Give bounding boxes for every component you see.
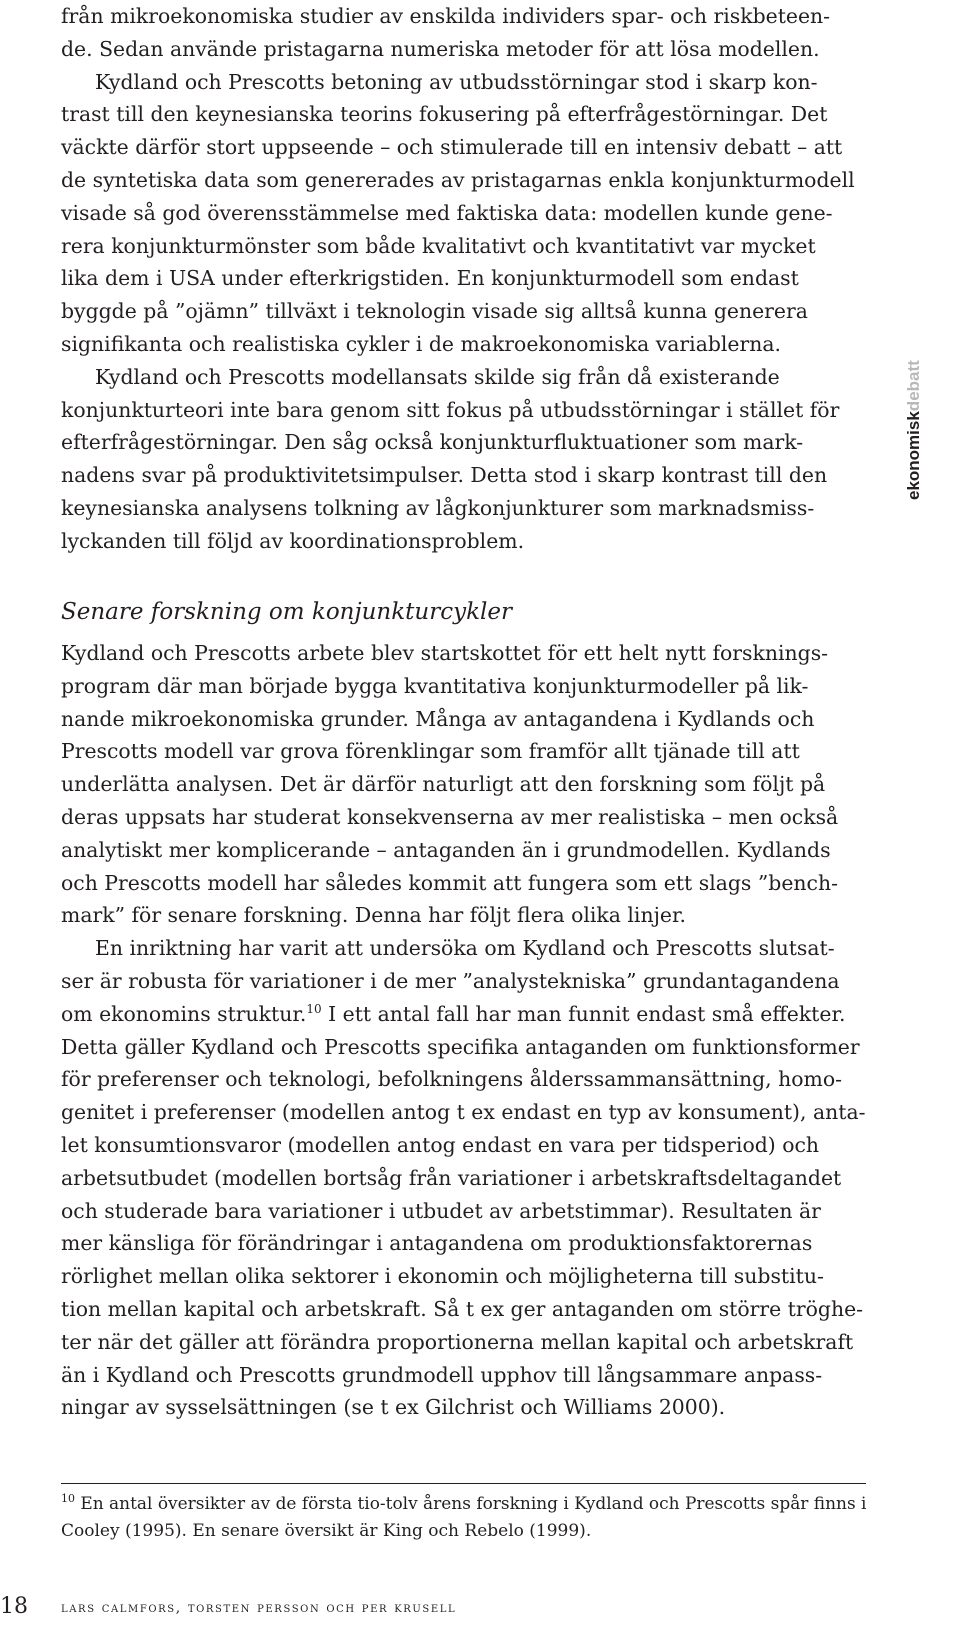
journal-name-part2: debatt (904, 360, 923, 412)
body-line: ningar av sysselsättningen (se t ex Gilchrist och Williams 2000). (61, 1395, 726, 1420)
body-line: tion mellan kapital och arbetskraft. Så t ex ger antaganden om större tröghe- (61, 1296, 864, 1321)
body-line: än i Kydland och Prescotts grundmodell upphov till långsammare anpass- (61, 1362, 823, 1387)
footnote-line: Cooley (1995). En senare översikt är King och Rebelo (1999). (61, 1521, 592, 1541)
body-line: lyckanden till följd av koordinationsproblem. (61, 528, 525, 553)
body-line: signifikanta och realistiska cykler i de makroekonomiska variablerna. (61, 331, 782, 356)
body-line: och Prescotts modell har således kommit att fungera som ett slags ”bench- (61, 870, 838, 895)
body-line: för preferenser och teknologi, befolkningens ålderssammansättning, homo- (61, 1067, 843, 1092)
body-line: och studerade bara variationer i utbudet av arbetstimmar). Resultaten är (61, 1198, 821, 1223)
body-line: de syntetiska data som genererades av pristagarnas enkla konjunkturmodell (61, 167, 855, 192)
body-line: deras uppsats har studerat konsekvenserna av mer realistiska – men också (61, 804, 839, 829)
body-line: genitet i preferenser (modellen antog t ex endast en typ av konsument), anta- (61, 1100, 866, 1125)
body-line: arbetsutbudet (modellen bortsåg från variationer i arbetskraftsdeltagandet (61, 1165, 842, 1190)
body-line: från mikroekonomiska studier av enskilda individers spar- och riskbeteen- (61, 4, 831, 28)
body-line: Kydland och Prescotts arbete blev startskottet för ett helt nytt forsknings- (61, 641, 829, 665)
body-line: En inriktning har varit att undersöka om Kydland och Prescotts slutsat- (95, 936, 835, 961)
body-line: konjunkturteori inte bara genom sitt fokus på utbudsstörningar i stället för (61, 397, 840, 422)
body-line: efterfrågestörningar. Den såg också konjunkturfluktuationer som mark- (61, 430, 804, 455)
body-line: lika dem i USA under efterkrigstiden. En konjunkturmodell som endast (61, 266, 799, 291)
page-number: 18 (0, 1594, 28, 1619)
body-line: rera konjunkturmönster som både kvalitativt och kvantitativt var mycket (61, 233, 816, 258)
body-line: trast till den keynesianska teorins fokusering på efterfrågestörningar. Det (61, 102, 828, 127)
journal-sidebar-label (897, 360, 927, 500)
body-line: underlätta analysen. Det är därför naturligt att den forskning som följt på (61, 772, 826, 797)
body-line: väckte därför stort uppseende – och stimulerade till en intensiv debatt – att (61, 135, 843, 160)
body-line: nande mikroekonomiska grunder. Många av antagandena i Kydlands och (61, 706, 815, 731)
footnote-line (61, 1491, 865, 1518)
body-line: de. Sedan använde pristagarna numeriska metoder för att lösa modellen. (61, 36, 820, 61)
section-heading: Senare forskning om konjunkturcykler (61, 599, 513, 625)
body-line: Kydland och Prescotts betoning av utbudsstörningar stod i skarp kon- (95, 69, 818, 94)
journal-name-part1: ekonomisk (904, 411, 923, 500)
line-start: om ekonomins struktur. (61, 1001, 307, 1026)
body-line: analytiskt mer komplicerande – antaganden än i grundmodellen. Kydlands (61, 837, 831, 862)
body-line: keynesianska analysens tolkning av lågkonjunkturer som marknadsmiss- (61, 495, 815, 520)
line-end: I ett antal fall har man funnit endast små effekter. (321, 1001, 846, 1026)
body-line: program där man började bygga kvantitativa konjunkturmodeller på lik- (61, 673, 809, 698)
body-line: ser är robusta för variationer i de mer ”analystekniska” grundantagandena (61, 968, 840, 993)
body-line: ter när det gäller att förändra proportionerna mellan kapital och arbetskraft (61, 1329, 854, 1354)
body-text (61, 0, 867, 558)
body-line: let konsumtionsvaror (modellen antog endast en vara per tidsperiod) och (61, 1132, 820, 1157)
body-line: Kydland och Prescotts modellansats skilde sig från då existerande (95, 364, 780, 389)
section-text (61, 637, 867, 1424)
body-line: nadens svar på produktivitetsimpulser. Detta stod i skarp kontrast till den (61, 463, 828, 488)
body-line: visade så god överensstämmelse med faktiska data: modellen kunde gene- (61, 200, 833, 225)
body-line: byggde på ”ojämn” tillväxt i teknologin visade sig alltså kunna generera (61, 299, 808, 324)
footnote-reference[interactable]: 10 (306, 1001, 322, 1016)
footnote-number: 10 (61, 1492, 75, 1505)
footnote (61, 1491, 867, 1545)
body-line: rörlighet mellan olika sektorer i ekonomin och möjligheterna till substitu- (61, 1264, 824, 1289)
footnote-divider (61, 1483, 866, 1484)
body-line: mer känsliga för förändringar i antagandena om produktionsfaktorernas (61, 1231, 813, 1256)
body-line (61, 998, 867, 1031)
body-line: Prescotts modell var grova förenklingar som framför allt tjänade till att (61, 739, 800, 764)
footnote-text: En antal översikter av de första tio-tolv årens forskning i Kydland och Prescotts spår finns i (74, 1494, 867, 1514)
running-footer-authors: lars calmfors, torsten persson och per krusell (61, 1600, 457, 1616)
body-line: mark” för senare forskning. Denna har följt flera olika linjer. (61, 903, 686, 928)
body-line: Detta gäller Kydland och Prescotts specifika antaganden om funktionsformer (61, 1034, 860, 1059)
journal-name (903, 360, 925, 500)
